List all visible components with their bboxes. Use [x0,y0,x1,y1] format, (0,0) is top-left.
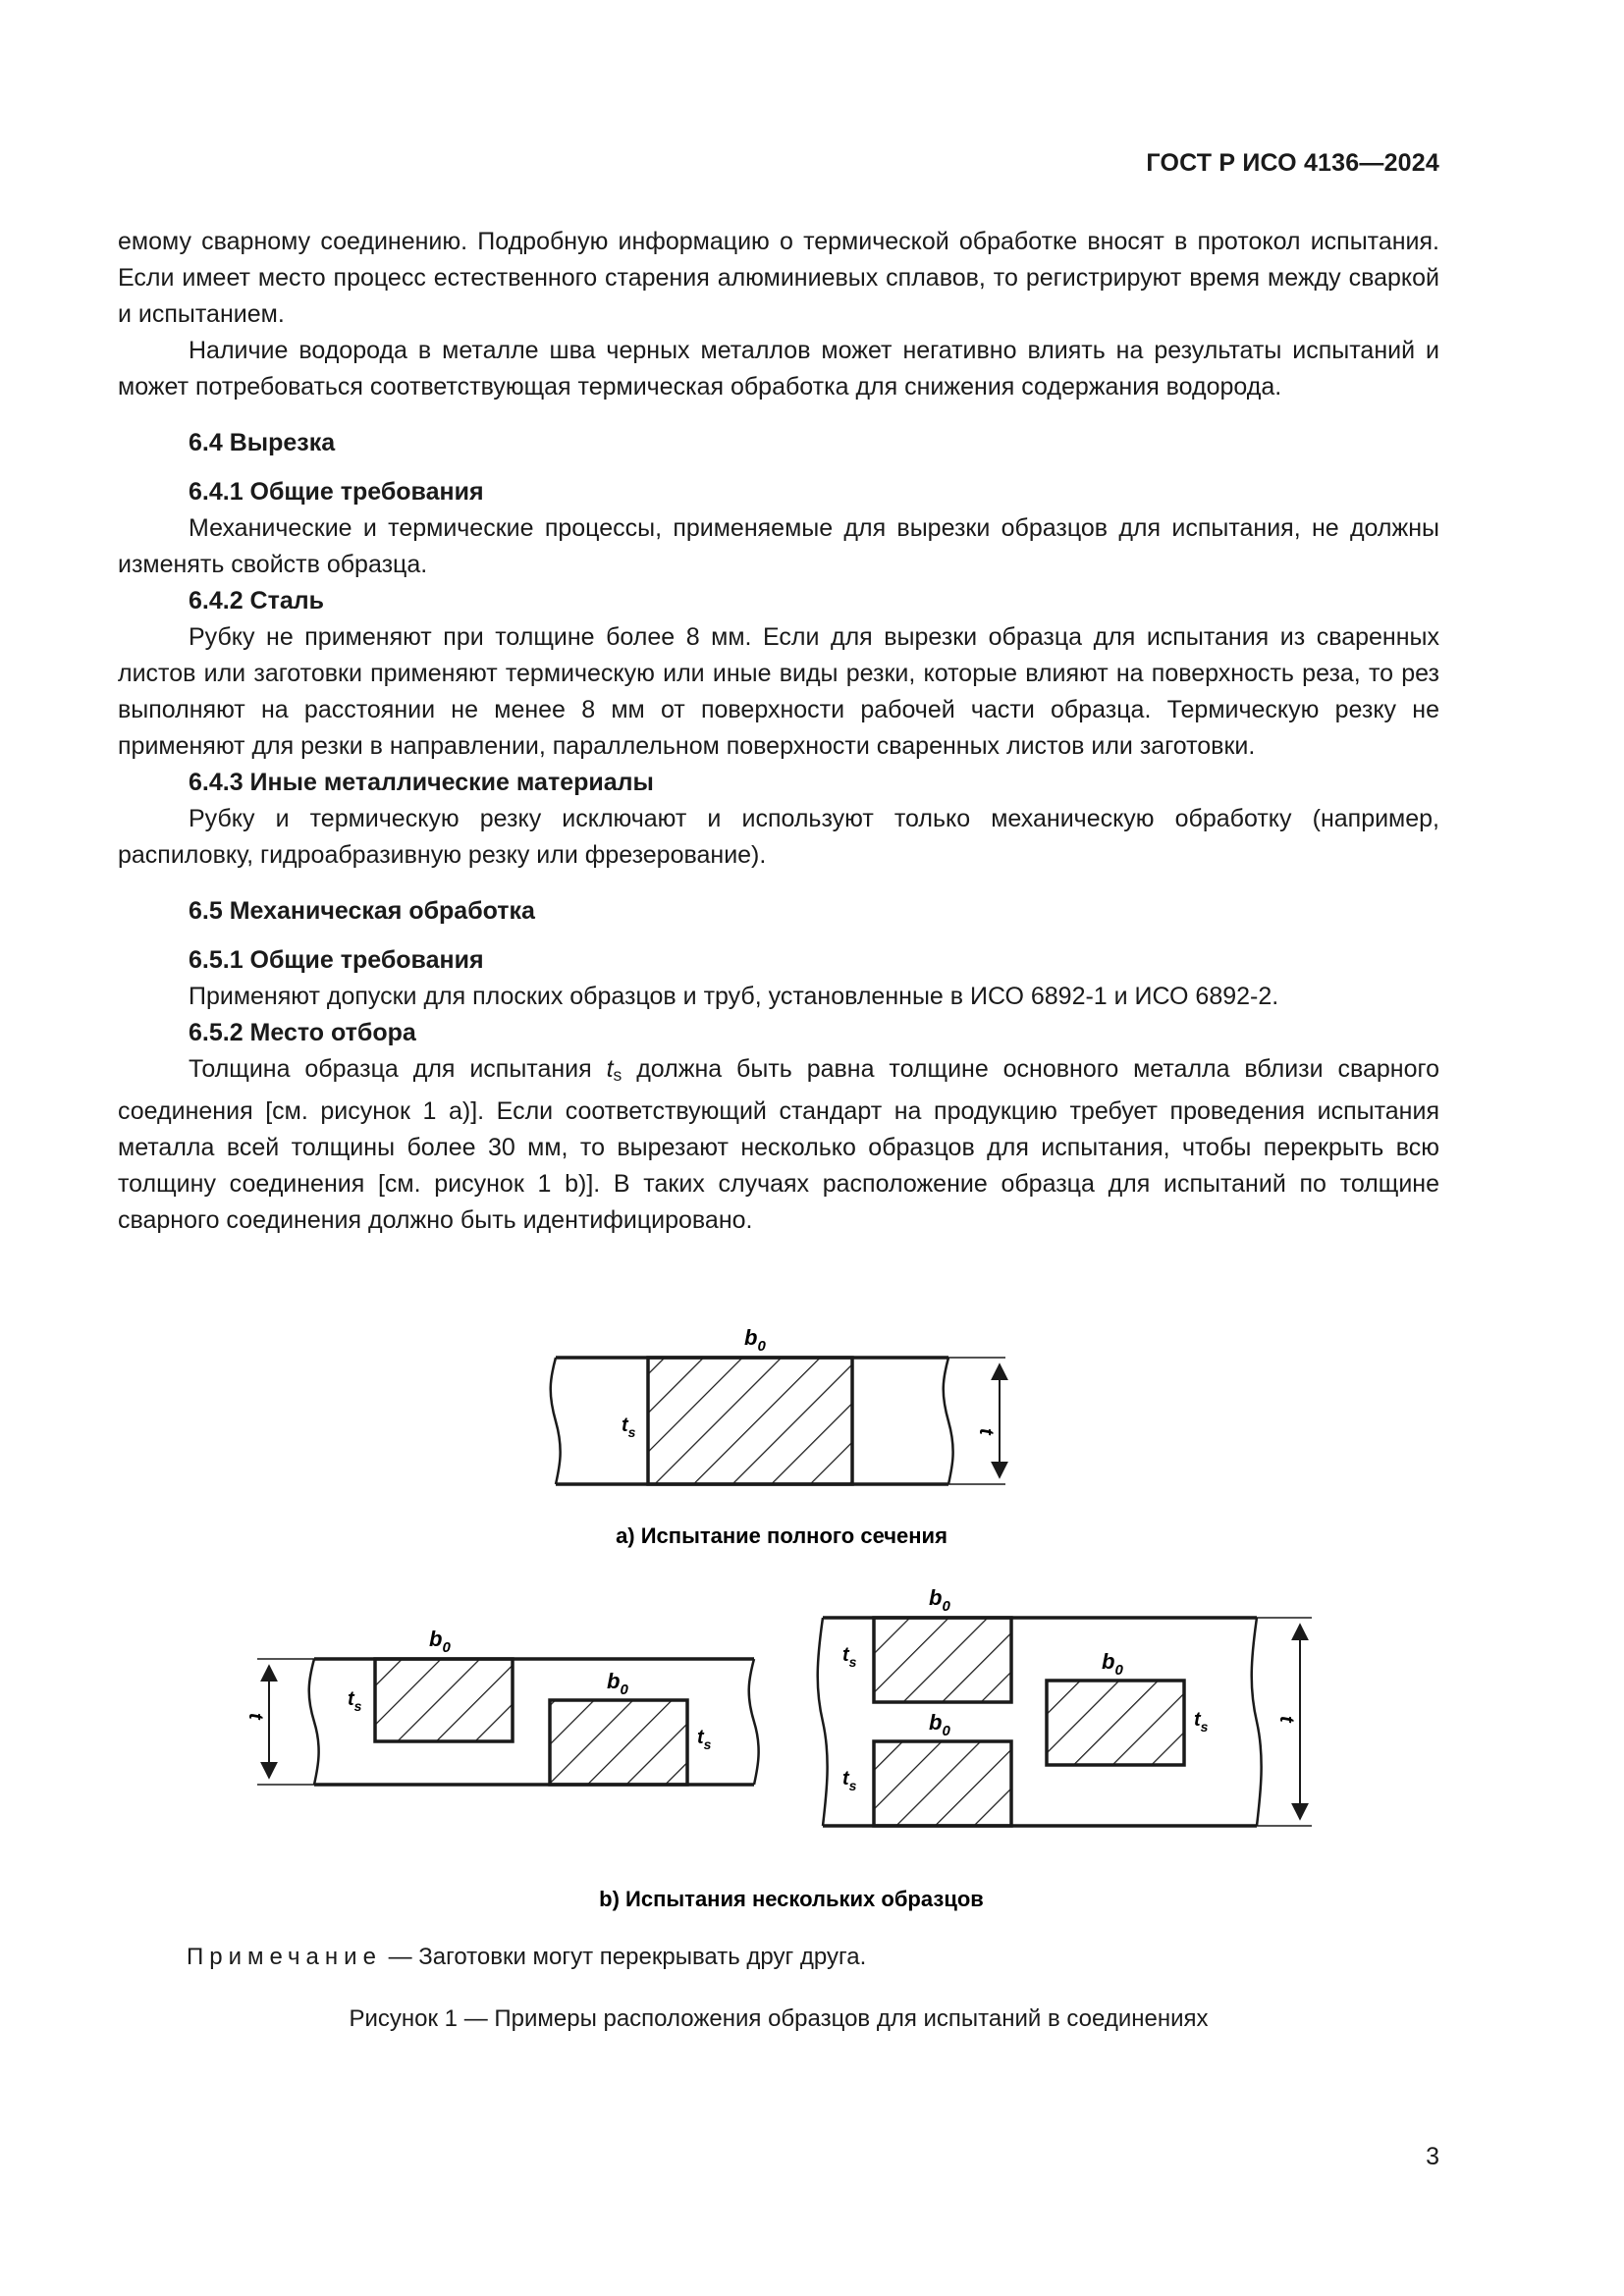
subsection-heading: 6.5.2 Место отбора [189,1019,416,1046]
label-ts: $t_s$ [842,1768,857,1793]
label-b0: $b_0$ [929,1585,950,1615]
paragraph: Толщина образца для испытания $t_s$ должна быть равна толщине основного металла вблизи сварного соединения [см. рисунок 1 a)]. Если соответствующий стандарт на продукцию требует проведения испытания металла всей толщины более 30 мм, то вырезают несколько образцов для испытания, чтобы перекрыть всю толщину соединения [см. рисунок 1 b)]. В таких случаях расположение образца для испытаний по толщине сварного соединения должно быть идентифицировано. [118,1055,1439,1234]
figure-a-plate [551,1358,953,1484]
label-t: t [1275,1716,1297,1723]
label-ts: $t_s$ [622,1415,636,1440]
figure-caption: Рисунок 1 — Примеры расположения образцов для испытаний в соединениях [349,2005,1209,2032]
label-t: t [244,1713,266,1720]
figure-b-left-specimen-2 [550,1700,687,1785]
subsection-heading: 6.4.1 Общие требования [189,478,484,506]
paragraph: Механические и термические процессы, применяемые для вырезки образцов для испытания, не должны изменять свойств образца. [118,514,1439,578]
subsection-heading: 6.4.2 Сталь [189,587,325,614]
label-ts: $t_s$ [842,1644,857,1670]
figure-b-left-specimen-1 [375,1659,513,1741]
figure-b-right-specimen-1 [874,1618,1011,1702]
figure-b-left-plate [309,1659,759,1785]
page-number: 3 [1426,2143,1439,2170]
caption-b: b) Испытания нескольких образцов [599,1887,984,1911]
main-text [118,224,1439,1239]
label-ts: $t_s$ [697,1727,712,1752]
label-ts: $t_s$ [1194,1709,1209,1735]
label-b0: $b_0$ [429,1627,451,1656]
paragraph: Рубку не применяют при толщине более 8 мм. Если для вырезки образца для испытания из сваренных листов или заготовки применяют термическую или иные виды резки, которые влияют на поверхность реза, то рез выполняют на расстоянии не менее 8 мм от поверхности рабочей части образца. Термическую резку не применяют для резки в направлении, параллельном поверхности сваренных листов или заготовки. [118,623,1439,760]
label-b0: $b_0$ [744,1325,766,1355]
figure-a-specimen [648,1358,852,1484]
label-b0: $b_0$ [929,1710,950,1739]
caption-a: a) Испытание полного сечения [616,1523,947,1548]
paragraph: Рубку и термическую резку исключают и используют только механическую обработку (например, распиловку, гидроабразивную резку или фрезерование). [118,805,1439,869]
paragraph: Применяют допуски для плоских образцов и труб, установленные в ИСО 6892-1 и ИСО 6892-2. [189,983,1279,1010]
subsection-heading: 6.5.1 Общие требования [189,946,484,974]
figure-b-right-specimen-2 [874,1741,1011,1826]
paragraph: емому сварному соединению. Подробную информацию о термической обработке вносят в протокол испытания. Если имеет место процесс естественного старения алюминиевых сплавов, то регистрируют время между сваркой и испытанием. [118,228,1439,328]
label-ts: $t_s$ [348,1688,362,1714]
figure-note: Примечание — Заготовки могут перекрывать друг друга. [187,1944,867,1970]
paragraph: Наличие водорода в металле шва черных металлов может негативно влиять на результаты испытаний и может потребоваться соответствующая термическая обработка для снижения содержания водорода. [118,337,1439,400]
label-b0: $b_0$ [607,1669,628,1698]
document-id: ГОСТ Р ИСО 4136—2024 [1146,149,1439,177]
subsection-heading: 6.4.3 Иные металлические материалы [189,769,654,796]
label-b0: $b_0$ [1102,1649,1123,1679]
label-t: t [975,1428,997,1435]
section-heading: 6.5 Механическая обработка [189,897,535,925]
section-heading: 6.4 Вырезка [189,429,336,456]
figure-b-right-specimen-3 [1047,1681,1184,1765]
figure-b-right-plate [818,1618,1262,1826]
